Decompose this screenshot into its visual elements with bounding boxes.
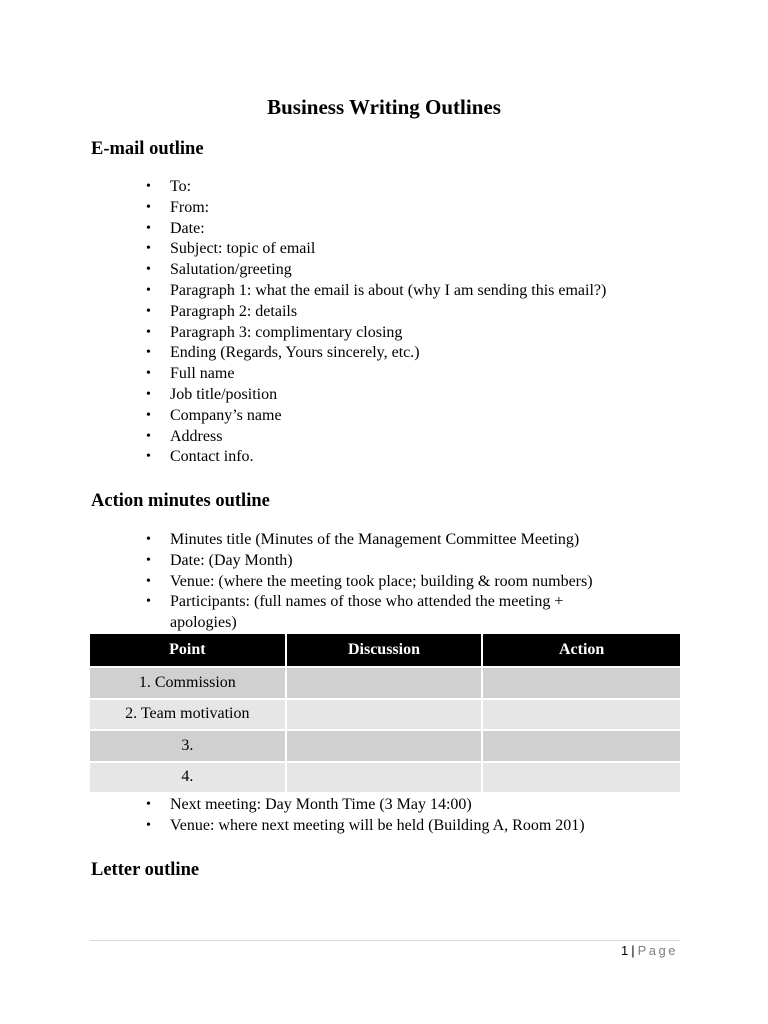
bullet-icon: • xyxy=(146,407,151,423)
list-item: • Job title/position xyxy=(146,385,606,406)
list-item: • Date: (Day Month) xyxy=(146,551,630,572)
column-header-point: Point xyxy=(90,634,287,666)
table-cell-discussion xyxy=(287,729,484,761)
list-item: • Venue: where next meeting will be held (Building A, Room 201) xyxy=(146,816,585,837)
bullet-icon: • xyxy=(146,241,151,257)
bullet-icon: • xyxy=(146,573,151,589)
list-item: • Minutes title (Minutes of the Management Committee Meeting) xyxy=(146,530,630,551)
list-item: • Venue: (where the meeting took place; building & room numbers) xyxy=(146,572,630,593)
bullet-icon: • xyxy=(146,386,151,402)
table-row xyxy=(90,761,680,793)
footer-separator: | xyxy=(631,943,635,958)
email-outline-list xyxy=(146,177,606,468)
bullet-icon: • xyxy=(146,179,151,194)
bullet-icon: • xyxy=(146,817,151,833)
table-cell-point: 2. Team motivation xyxy=(90,698,287,730)
list-item: • Paragraph 2: details xyxy=(146,302,606,323)
bullet-icon: • xyxy=(146,366,151,382)
minutes-table xyxy=(90,634,680,792)
bullet-icon: • xyxy=(146,797,151,812)
list-item: • Paragraph 3: complimentary closing xyxy=(146,323,606,344)
table-row xyxy=(90,729,680,761)
table-cell-discussion xyxy=(287,666,484,698)
bullet-icon: • xyxy=(146,282,151,298)
list-item: • Full name xyxy=(146,364,606,385)
list-item: • To: xyxy=(146,177,606,198)
list-item: • Address xyxy=(146,427,606,448)
action-minutes-list xyxy=(146,530,630,634)
letter-outline-heading: Letter outline xyxy=(91,860,200,880)
table-row xyxy=(90,698,680,730)
table-header-row xyxy=(90,634,680,666)
table-cell-action xyxy=(483,666,680,698)
page-number: 1 xyxy=(621,943,629,958)
bullet-icon: • xyxy=(146,449,151,465)
list-item: • Subject: topic of email xyxy=(146,239,606,260)
next-meeting-list xyxy=(146,795,585,837)
list-item: • Salutation/greeting xyxy=(146,260,606,281)
table-cell-action xyxy=(483,761,680,793)
bullet-icon: • xyxy=(146,532,151,547)
bullet-icon: • xyxy=(146,199,151,215)
bullet-icon: • xyxy=(146,324,151,340)
list-item: • Ending (Regards, Yours sincerely, etc.) xyxy=(146,343,606,364)
bullet-icon: • xyxy=(146,262,151,278)
list-item: • From: xyxy=(146,198,606,219)
bullet-icon: • xyxy=(146,220,151,236)
table-cell-action xyxy=(483,698,680,730)
table-cell-point: 4. xyxy=(90,761,287,793)
bullet-icon: • xyxy=(146,594,151,610)
table-cell-point: 3. xyxy=(90,729,287,761)
column-header-action: Action xyxy=(483,634,680,666)
table-cell-discussion xyxy=(287,761,484,793)
table-cell-discussion xyxy=(287,698,484,730)
bullet-icon: • xyxy=(146,552,151,568)
footer-divider xyxy=(90,940,680,941)
action-minutes-heading: Action minutes outline xyxy=(91,491,270,511)
list-item: • Paragraph 1: what the email is about (why I am sending this email?) xyxy=(146,281,606,302)
bullet-icon: • xyxy=(146,345,151,361)
list-item: • Next meeting: Day Month Time (3 May 14:00) xyxy=(146,795,585,816)
page-footer xyxy=(621,943,678,959)
table-row xyxy=(90,666,680,698)
column-header-discussion: Discussion xyxy=(287,634,484,666)
email-outline-heading: E-mail outline xyxy=(91,139,204,159)
list-item: • Company’s name xyxy=(146,406,606,427)
list-item: • Participants: (full names of those who attended the meeting + apologies) xyxy=(146,593,564,632)
list-item: • Date: xyxy=(146,219,606,240)
table-cell-point: 1. Commission xyxy=(90,666,287,698)
bullet-icon: • xyxy=(146,428,151,444)
table-cell-action xyxy=(483,729,680,761)
page-label: Page xyxy=(637,943,678,958)
bullet-icon: • xyxy=(146,303,151,319)
list-item: • Contact info. xyxy=(146,447,606,468)
page-title: Business Writing Outlines xyxy=(267,95,501,119)
